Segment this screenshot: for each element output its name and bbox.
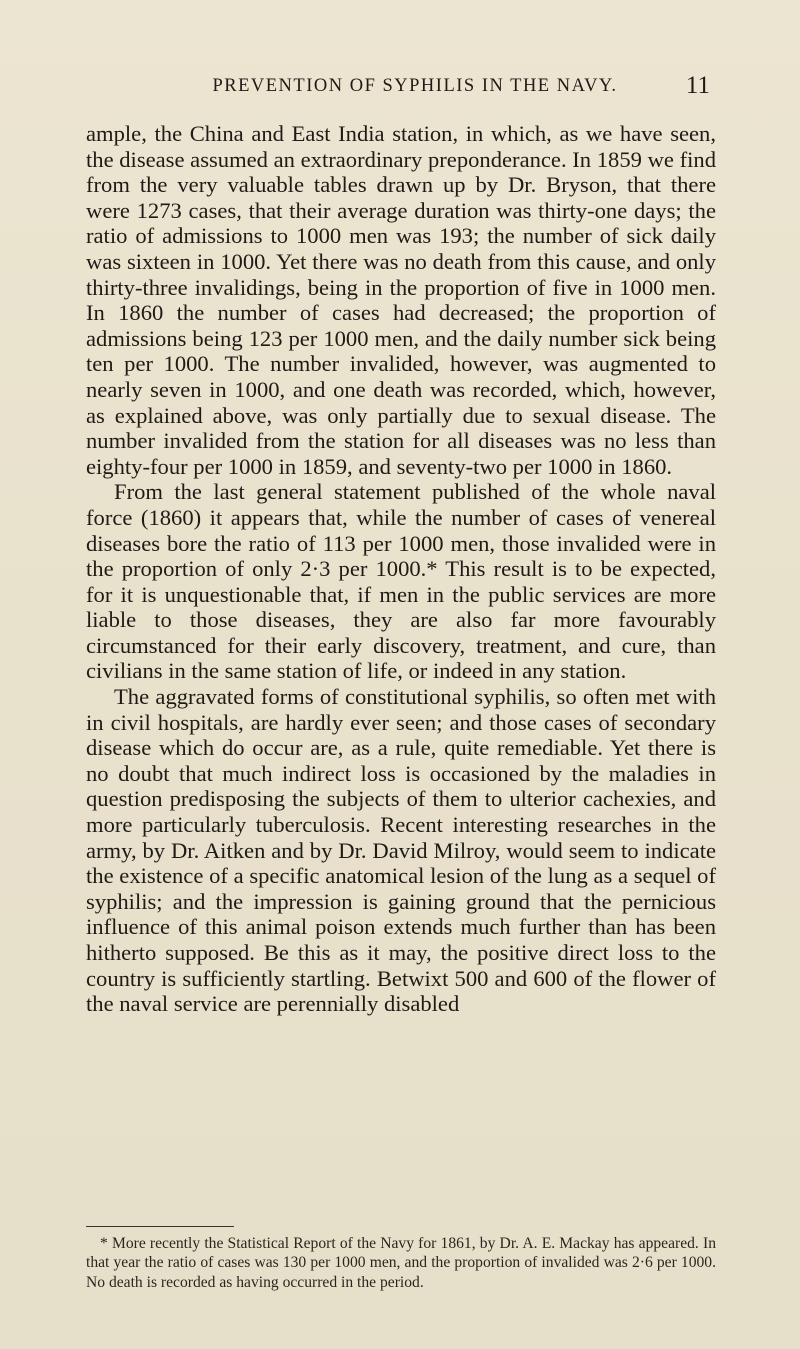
body-text xyxy=(86,121,716,1017)
footnote-rule xyxy=(86,1226,234,1227)
running-title: PREVENTION OF SYPHILIS IN THE NAVY. xyxy=(212,76,618,96)
paragraph-2: From the last general statement published of the whole naval force (1860) it appears that, while the number of cases of venereal diseases bore the ratio of 113 per 1000 men, those invalided were in the proportion of only 2·3 per 1000.* This result is to be expected, for it is unquestionable that, if men in the public services are more liable to those diseases, they are also far more favourably circumstanced for their early discovery, treatment, and cure, than civilians in the same station of life, or indeed in any station. xyxy=(86,479,716,684)
paragraph-1: ample, the China and East India station, in which, as we have seen, the disease assumed an extraordinary preponderance. In 1859 we find from the very valuable tables drawn up by Dr. Bryson, that there were 1273 cases, that their average duration was thirty-one days; the ratio of admissions to 1000 men was 193; the number of sick daily was sixteen in 1000. Yet there was no death from this cause, and only thirty-three invalidings, being in the proportion of five in 1000 men. In 1860 the number of cases had decreased; the proportion of admissions being 123 per 1000 men, and the daily number sick being ten per 1000. The number invalided, however, was augmented to nearly seven in 1000, and one death was recorded, which, however, as explained above, was only partially due to sexual disease. The number invalided from the station for all diseases was no less than eighty-four per 1000 in 1859, and seventy-two per 1000 in 1860. xyxy=(86,121,716,479)
footnote: * More recently the Statistical Report of the Navy for 1861, by Dr. A. E. Mackay has appeared. In that year the ratio of cases was 130 per 1000 men, and the proportion of invalided was 2·6 per 1000. No death is recorded as having occurred in the period. xyxy=(86,1235,716,1291)
running-head xyxy=(120,74,710,104)
paragraph-3: The aggravated forms of constitutional syphilis, so often met with in civil hospitals, are hardly ever seen; and those cases of secondary disease which do occur are, as a rule, quite remediable. Yet there is no doubt that much indirect loss is occasioned by the maladies in question predisposing the subjects of them to ulterior cachexies, and more particularly tuberculosis. Recent interesting researches in the army, by Dr. Aitken and by Dr. David Milroy, would seem to indicate the existence of a specific anatomical lesion of the lung as a sequel of syphilis; and the impression is gaining ground that the pernicious influence of this animal poison extends much further than has been hitherto supposed. Be this as it may, the positive direct loss to the country is sufficiently startling. Betwixt 500 and 600 of the flower of the naval service are perennially disabled xyxy=(86,684,716,1017)
page-number: 11 xyxy=(685,72,710,99)
